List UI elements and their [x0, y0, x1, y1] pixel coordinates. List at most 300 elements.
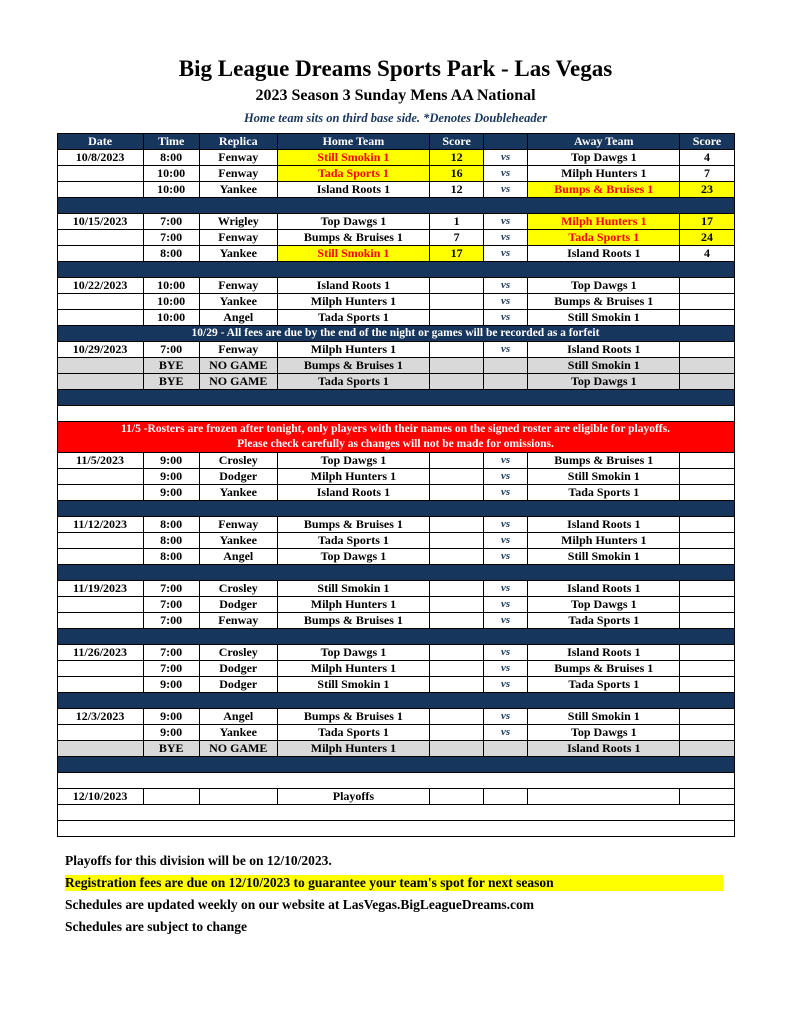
footer-note: Schedules are updated weekly on our website at LasVegas.BigLeagueDreams.com: [65, 897, 535, 912]
replica-cell: Fenway: [199, 166, 277, 182]
home-team-cell: Tada Sports 1: [277, 310, 429, 326]
footer-note: Playoffs for this division will be on 12/10/2023.: [65, 853, 332, 868]
home-score-cell: [430, 278, 484, 294]
away-team-cell: Milph Hunters 1: [528, 166, 680, 182]
row-blank: [57, 773, 734, 789]
home-team-cell: Still Smokin 1: [277, 150, 429, 166]
replica-cell: NO GAME: [199, 374, 277, 390]
date-cell: 10/15/2023: [57, 214, 143, 230]
row-game: [57, 246, 734, 262]
replica-cell: Yankee: [199, 725, 277, 741]
vs-cell: [484, 741, 528, 757]
away-score-cell: [680, 517, 734, 533]
away-score-cell: 23: [680, 182, 734, 198]
vs-cell: vs: [484, 677, 528, 693]
date-cell: [57, 741, 143, 757]
time-cell: 8:00: [143, 246, 199, 262]
away-team-cell: Tada Sports 1: [528, 485, 680, 501]
away-team-cell: Bumps & Bruises 1: [528, 453, 680, 469]
column-header-time: Time: [143, 134, 199, 150]
replica-cell: Angel: [199, 549, 277, 565]
blank-row: [57, 805, 734, 821]
blank-row: [57, 821, 734, 837]
vs-cell: [484, 789, 528, 805]
away-score-cell: [680, 310, 734, 326]
vs-cell: vs: [484, 725, 528, 741]
away-score-cell: [680, 374, 734, 390]
home-team-cell: Milph Hunters 1: [277, 342, 429, 358]
home-team-cell: Milph Hunters 1: [277, 469, 429, 485]
away-score-cell: [680, 677, 734, 693]
row-game: [57, 469, 734, 485]
home-score-cell: 16: [430, 166, 484, 182]
vs-cell: [484, 358, 528, 374]
row-game: [57, 661, 734, 677]
row-separator: [57, 757, 734, 773]
away-score-cell: [680, 741, 734, 757]
away-team-cell: Still Smokin 1: [528, 310, 680, 326]
row-game: [57, 294, 734, 310]
row-bye: [57, 358, 734, 374]
row-game: [57, 230, 734, 246]
row-game: [57, 453, 734, 469]
replica-cell: NO GAME: [199, 358, 277, 374]
time-cell: [143, 789, 199, 805]
time-cell: 7:00: [143, 661, 199, 677]
away-score-cell: [680, 613, 734, 629]
home-team-cell: Still Smokin 1: [277, 246, 429, 262]
home-score-cell: [430, 581, 484, 597]
away-score-cell: [680, 469, 734, 485]
home-score-cell: [430, 469, 484, 485]
time-cell: 10:00: [143, 294, 199, 310]
time-cell: 8:00: [143, 517, 199, 533]
roster-freeze-notice: [57, 422, 734, 453]
home-score-cell: [430, 613, 484, 629]
column-header-vs: [484, 134, 528, 150]
column-header-away-team: Away Team: [528, 134, 680, 150]
home-team-cell: Tada Sports 1: [277, 374, 429, 390]
playoffs-cell: Playoffs: [277, 789, 429, 805]
home-team-cell: Tada Sports 1: [277, 533, 429, 549]
separator-bar: [57, 501, 734, 517]
date-cell: 11/12/2023: [57, 517, 143, 533]
time-cell: 8:00: [143, 549, 199, 565]
date-cell: [57, 533, 143, 549]
vs-cell: vs: [484, 581, 528, 597]
replica-cell: Fenway: [199, 230, 277, 246]
date-cell: 11/5/2023: [57, 453, 143, 469]
time-cell: 7:00: [143, 342, 199, 358]
row-game: [57, 182, 734, 198]
home-team-cell: Tada Sports 1: [277, 166, 429, 182]
away-score-cell: 17: [680, 214, 734, 230]
home-score-cell: [430, 725, 484, 741]
vs-cell: vs: [484, 214, 528, 230]
away-score-cell: [680, 709, 734, 725]
time-cell: 10:00: [143, 166, 199, 182]
away-score-cell: [680, 789, 734, 805]
date-cell: 12/10/2023: [57, 789, 143, 805]
away-score-cell: [680, 358, 734, 374]
date-cell: 11/26/2023: [57, 645, 143, 661]
footer-notes: [65, 853, 791, 935]
row-game: [57, 597, 734, 613]
table-header-row: [57, 134, 734, 150]
time-cell: BYE: [143, 374, 199, 390]
home-team-cell: Island Roots 1: [277, 182, 429, 198]
replica-cell: Dodger: [199, 677, 277, 693]
vs-cell: vs: [484, 150, 528, 166]
home-team-cell: Milph Hunters 1: [277, 661, 429, 677]
away-team-cell: Still Smokin 1: [528, 549, 680, 565]
home-score-cell: [430, 310, 484, 326]
home-team-cell: Bumps & Bruises 1: [277, 517, 429, 533]
vs-cell: vs: [484, 230, 528, 246]
row-bye: [57, 741, 734, 757]
replica-cell: Dodger: [199, 661, 277, 677]
away-team-cell: Milph Hunters 1: [528, 214, 680, 230]
vs-cell: vs: [484, 294, 528, 310]
time-cell: 8:00: [143, 150, 199, 166]
away-team-cell: Island Roots 1: [528, 342, 680, 358]
time-cell: 9:00: [143, 677, 199, 693]
separator-bar: [57, 565, 734, 581]
separator-bar: [57, 693, 734, 709]
footer-note: Schedules are subject to change: [65, 919, 247, 934]
away-score-cell: [680, 581, 734, 597]
vs-cell: vs: [484, 342, 528, 358]
home-score-cell: [430, 741, 484, 757]
row-game: [57, 581, 734, 597]
away-team-cell: Tada Sports 1: [528, 230, 680, 246]
time-cell: 7:00: [143, 230, 199, 246]
away-team-cell: Bumps & Bruises 1: [528, 294, 680, 310]
home-team-cell: Still Smokin 1: [277, 677, 429, 693]
date-cell: [57, 485, 143, 501]
replica-cell: Crosley: [199, 453, 277, 469]
away-score-cell: 4: [680, 150, 734, 166]
date-cell: [57, 661, 143, 677]
vs-cell: vs: [484, 597, 528, 613]
row-separator: [57, 198, 734, 214]
home-score-cell: [430, 597, 484, 613]
row-separator: [57, 693, 734, 709]
away-team-cell: Top Dawgs 1: [528, 374, 680, 390]
time-cell: 10:00: [143, 182, 199, 198]
column-header-date: Date: [57, 134, 143, 150]
vs-cell: vs: [484, 166, 528, 182]
date-cell: [57, 230, 143, 246]
time-cell: 9:00: [143, 453, 199, 469]
vs-cell: vs: [484, 310, 528, 326]
home-team-cell: Island Roots 1: [277, 485, 429, 501]
replica-cell: Yankee: [199, 182, 277, 198]
row-game: [57, 485, 734, 501]
row-game: [57, 150, 734, 166]
home-team-cell: Milph Hunters 1: [277, 741, 429, 757]
away-team-cell: Tada Sports 1: [528, 677, 680, 693]
away-team-cell: Island Roots 1: [528, 581, 680, 597]
home-score-cell: [430, 533, 484, 549]
away-team-cell: Still Smokin 1: [528, 469, 680, 485]
home-team-cell: Bumps & Bruises 1: [277, 230, 429, 246]
row-blank: [57, 821, 734, 837]
away-score-cell: [680, 533, 734, 549]
replica-cell: Yankee: [199, 246, 277, 262]
away-score-cell: [680, 278, 734, 294]
blank-row: [57, 406, 734, 422]
home-score-cell: [430, 294, 484, 310]
time-cell: 7:00: [143, 645, 199, 661]
row-game: [57, 310, 734, 326]
away-team-cell: Island Roots 1: [528, 645, 680, 661]
replica-cell: Fenway: [199, 342, 277, 358]
vs-cell: [484, 374, 528, 390]
replica-cell: Crosley: [199, 581, 277, 597]
row-game: [57, 533, 734, 549]
away-score-cell: 24: [680, 230, 734, 246]
replica-cell: Fenway: [199, 613, 277, 629]
blank-row: [57, 773, 734, 789]
row-game: [57, 709, 734, 725]
fees-due-notice: 10/29 - All fees are due by the end of the night or games will be recorded as a forfeit: [57, 326, 734, 342]
row-game: [57, 677, 734, 693]
away-team-cell: Top Dawgs 1: [528, 597, 680, 613]
row-game: [57, 613, 734, 629]
time-cell: 9:00: [143, 485, 199, 501]
date-cell: [57, 597, 143, 613]
date-cell: [57, 677, 143, 693]
row-notice_red: [57, 422, 734, 453]
home-score-cell: 17: [430, 246, 484, 262]
row-game: [57, 166, 734, 182]
column-header-home-score: Score: [430, 134, 484, 150]
separator-bar: [57, 757, 734, 773]
row-blank: [57, 406, 734, 422]
home-score-cell: [430, 645, 484, 661]
vs-cell: vs: [484, 549, 528, 565]
home-score-cell: [430, 677, 484, 693]
away-team-cell: Bumps & Bruises 1: [528, 182, 680, 198]
time-cell: 7:00: [143, 581, 199, 597]
home-team-cell: Milph Hunters 1: [277, 597, 429, 613]
away-team-cell: Top Dawgs 1: [528, 278, 680, 294]
row-game: [57, 645, 734, 661]
replica-cell: Fenway: [199, 278, 277, 294]
row-notice_navy: [57, 326, 734, 342]
home-score-cell: [430, 485, 484, 501]
page-subtitle: 2023 Season 3 Sunday Mens AA National: [255, 87, 536, 104]
time-cell: BYE: [143, 358, 199, 374]
home-score-cell: [430, 709, 484, 725]
time-cell: 9:00: [143, 469, 199, 485]
vs-cell: vs: [484, 182, 528, 198]
separator-bar: [57, 198, 734, 214]
separator-bar: [57, 390, 734, 406]
away-score-cell: [680, 485, 734, 501]
row-game: [57, 342, 734, 358]
vs-cell: vs: [484, 645, 528, 661]
vs-cell: vs: [484, 469, 528, 485]
replica-cell: Dodger: [199, 469, 277, 485]
replica-cell: Yankee: [199, 533, 277, 549]
away-score-cell: 4: [680, 246, 734, 262]
away-score-cell: [680, 549, 734, 565]
date-cell: 11/19/2023: [57, 581, 143, 597]
away-score-cell: [680, 453, 734, 469]
away-team-cell: Tada Sports 1: [528, 613, 680, 629]
away-team-cell: Still Smokin 1: [528, 709, 680, 725]
date-cell: 10/22/2023: [57, 278, 143, 294]
date-cell: [57, 469, 143, 485]
home-score-cell: 12: [430, 150, 484, 166]
roster-freeze-notice-line: 11/5 -Rosters are frozen after tonight, only players with their names on the signed roster are eligible for playoffs.: [121, 423, 670, 435]
row-blank: [57, 805, 734, 821]
home-score-cell: [430, 517, 484, 533]
home-team-cell: Bumps & Bruises 1: [277, 358, 429, 374]
time-cell: 7:00: [143, 214, 199, 230]
date-cell: [57, 358, 143, 374]
time-cell: 8:00: [143, 533, 199, 549]
replica-cell: NO GAME: [199, 741, 277, 757]
row-game: [57, 549, 734, 565]
date-cell: 10/8/2023: [57, 150, 143, 166]
away-team-cell: Bumps & Bruises 1: [528, 661, 680, 677]
vs-cell: vs: [484, 278, 528, 294]
home-team-cell: Top Dawgs 1: [277, 453, 429, 469]
row-separator: [57, 262, 734, 278]
vs-cell: vs: [484, 533, 528, 549]
replica-cell: Angel: [199, 709, 277, 725]
date-cell: [57, 294, 143, 310]
row-game: [57, 278, 734, 294]
vs-cell: vs: [484, 246, 528, 262]
page-title: Big League Dreams Sports Park - Las Vegas: [178, 56, 613, 81]
replica-cell: Fenway: [199, 150, 277, 166]
row-separator: [57, 501, 734, 517]
home-score-cell: 12: [430, 182, 484, 198]
replica-cell: Angel: [199, 310, 277, 326]
schedule-table-body: [57, 150, 734, 837]
away-team-cell: Still Smokin 1: [528, 358, 680, 374]
home-team-cell: Top Dawgs 1: [277, 645, 429, 661]
row-playoffs: [57, 789, 734, 805]
away-team-cell: Island Roots 1: [528, 741, 680, 757]
home-score-cell: [430, 549, 484, 565]
date-cell: [57, 166, 143, 182]
replica-cell: Fenway: [199, 517, 277, 533]
away-score-cell: [680, 597, 734, 613]
date-cell: [57, 374, 143, 390]
registration-fees-note: Registration fees are due on 12/10/2023 to guarantee your team's spot for next season: [65, 875, 723, 891]
time-cell: BYE: [143, 741, 199, 757]
away-score-cell: [680, 645, 734, 661]
separator-bar: [57, 629, 734, 645]
time-cell: 9:00: [143, 725, 199, 741]
home-score-cell: 7: [430, 230, 484, 246]
away-score-cell: [680, 342, 734, 358]
vs-cell: vs: [484, 613, 528, 629]
date-cell: [57, 246, 143, 262]
date-cell: 12/3/2023: [57, 709, 143, 725]
roster-freeze-notice-line: Please check carefully as changes will not be made for omissions.: [237, 438, 554, 450]
replica-cell: Yankee: [199, 294, 277, 310]
row-game: [57, 725, 734, 741]
home-team-cell: Bumps & Bruises 1: [277, 613, 429, 629]
home-team-cell: Tada Sports 1: [277, 725, 429, 741]
away-team-cell: Top Dawgs 1: [528, 150, 680, 166]
time-cell: 9:00: [143, 709, 199, 725]
date-cell: [57, 182, 143, 198]
replica-cell: [199, 789, 277, 805]
away-score-cell: 7: [680, 166, 734, 182]
home-score-cell: [430, 374, 484, 390]
home-team-cell: Top Dawgs 1: [277, 549, 429, 565]
away-team-cell: Top Dawgs 1: [528, 725, 680, 741]
home-score-cell: [430, 358, 484, 374]
home-team-cell: Top Dawgs 1: [277, 214, 429, 230]
away-score-cell: [680, 725, 734, 741]
time-cell: 10:00: [143, 278, 199, 294]
column-header-away-score: Score: [680, 134, 734, 150]
column-header-replica: Replica: [199, 134, 277, 150]
vs-cell: vs: [484, 709, 528, 725]
vs-cell: vs: [484, 453, 528, 469]
row-separator: [57, 629, 734, 645]
away-score-cell: [680, 661, 734, 677]
away-team-cell: Milph Hunters 1: [528, 533, 680, 549]
separator-bar: [57, 262, 734, 278]
time-cell: 7:00: [143, 613, 199, 629]
vs-cell: vs: [484, 661, 528, 677]
row-game: [57, 517, 734, 533]
row-bye: [57, 374, 734, 390]
date-cell: 10/29/2023: [57, 342, 143, 358]
home-score-cell: [430, 342, 484, 358]
away-team-cell: Island Roots 1: [528, 517, 680, 533]
column-header-home-team: Home Team: [277, 134, 429, 150]
away-team-cell: Island Roots 1: [528, 246, 680, 262]
home-team-cell: Milph Hunters 1: [277, 294, 429, 310]
home-team-note: Home team sits on third base side. *Denotes Doubleheader: [243, 111, 548, 125]
replica-cell: Crosley: [199, 645, 277, 661]
home-team-cell: Bumps & Bruises 1: [277, 709, 429, 725]
vs-cell: vs: [484, 517, 528, 533]
row-separator: [57, 390, 734, 406]
time-cell: 10:00: [143, 310, 199, 326]
home-score-cell: [430, 789, 484, 805]
replica-cell: Wrigley: [199, 214, 277, 230]
replica-cell: Yankee: [199, 485, 277, 501]
home-score-cell: 1: [430, 214, 484, 230]
date-cell: [57, 725, 143, 741]
date-cell: [57, 613, 143, 629]
schedule-table: [57, 133, 735, 837]
date-cell: [57, 310, 143, 326]
vs-cell: vs: [484, 485, 528, 501]
time-cell: 7:00: [143, 597, 199, 613]
row-separator: [57, 565, 734, 581]
replica-cell: Dodger: [199, 597, 277, 613]
date-cell: [57, 549, 143, 565]
home-team-cell: Still Smokin 1: [277, 581, 429, 597]
home-score-cell: [430, 661, 484, 677]
home-team-cell: Island Roots 1: [277, 278, 429, 294]
away-score-cell: [680, 294, 734, 310]
row-game: [57, 214, 734, 230]
home-score-cell: [430, 453, 484, 469]
